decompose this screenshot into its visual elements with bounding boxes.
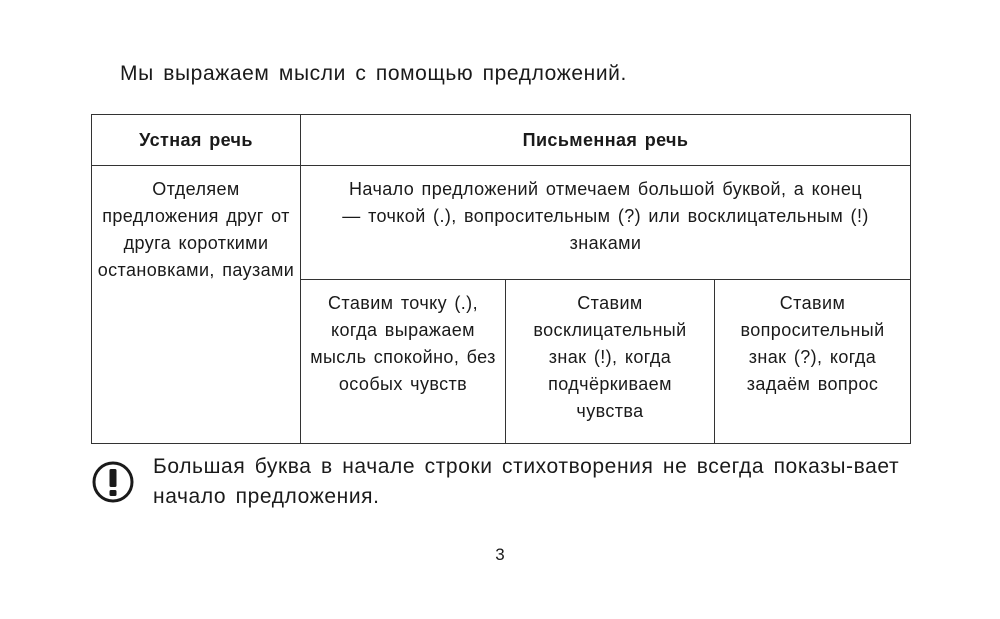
written-speech-text: Начало предложений отмечаем большой буквой, а конец — точкой (.), вопросительным (?) или восклицательным (!) знаками [342,179,869,253]
speech-rules-table [91,114,911,444]
header-oral-speech: Устная речь [92,115,301,166]
oral-speech-text: Отделяем предложения друг от друга короткими остановками, паузами [97,179,295,280]
period-rule-text: Ставим точку (.), когда выражаем мысль спокойно, без особых чувств [310,293,496,394]
exclamation-circle-icon [91,460,135,504]
oral-speech-cell [92,166,301,444]
question-rule-cell [715,280,911,444]
header-written-speech: Письменная речь [301,115,911,166]
table-header-row [92,115,911,166]
note-text: Большая буква в начале строки стихотворения не всегда показы-вает начало предложения. [153,455,900,508]
exclamation-rule-text: Ставим восклицательный знак (!), когда подчёркиваем чувства [533,293,687,421]
period-rule-cell [301,280,506,444]
table-row [92,166,911,280]
intro-text: Мы выражаем мысли с помощью предложений. [120,62,627,85]
written-speech-cell [301,166,911,280]
page-number: 3 [495,545,505,564]
question-rule-text: Ставим вопросительный знак (?), когда задаём вопрос [740,293,885,394]
exclamation-rule-cell [506,280,715,444]
